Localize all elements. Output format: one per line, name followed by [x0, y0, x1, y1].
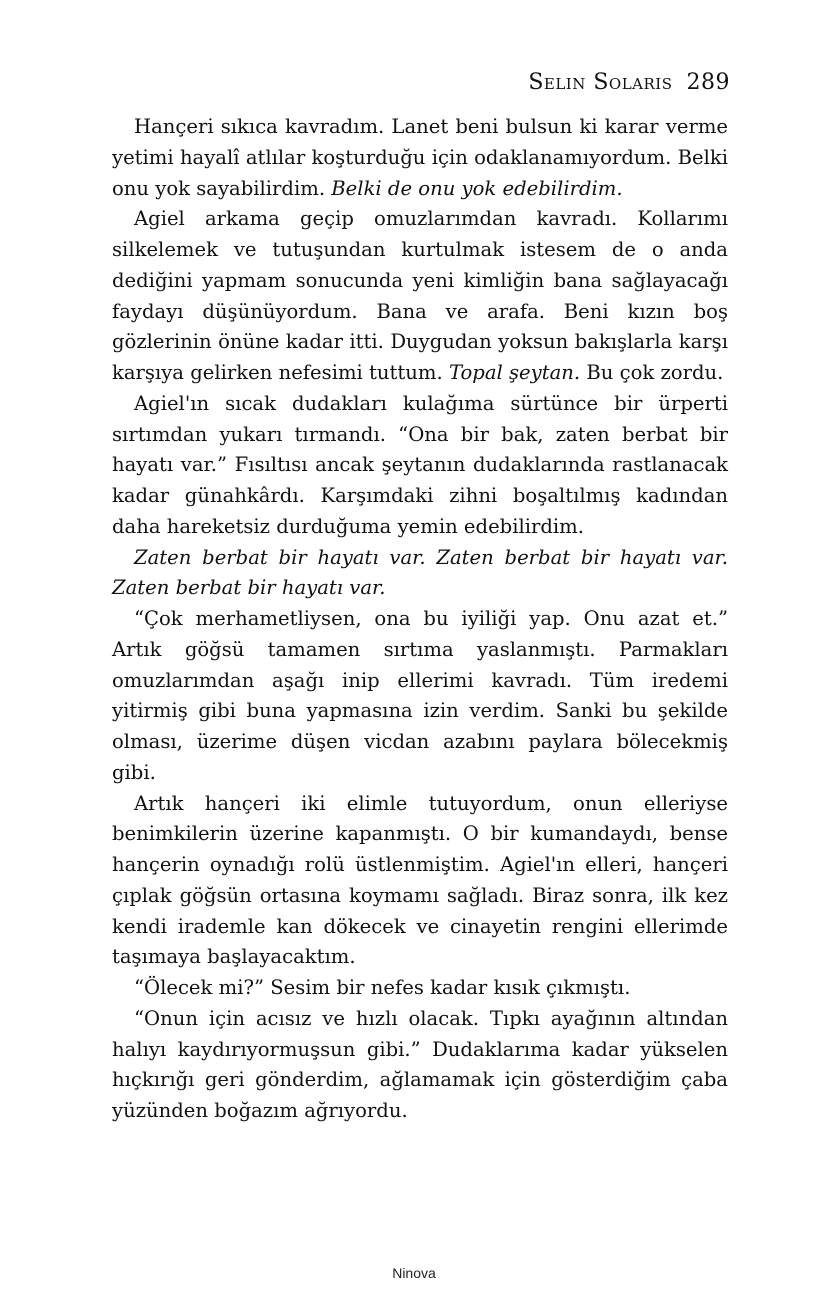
running-header [528, 70, 730, 95]
paragraph [112, 1004, 728, 1127]
paragraph [112, 973, 728, 1004]
paragraph [112, 389, 728, 543]
text-run: Artık hançeri iki elimle tutuyordum, onun elleriyse benimkilerin üzerine kapanmıştı. O bir kumandaydı, bense hançerin oynadığı rolü üstlenmiştim. Agiel'ın elleri, hançeri çıplak göğsün ortasına koymamı sağladı. Biraz sonra, ilk kez kendi irademle kan dökecek ve cinayetin rengini ellerimde taşımaya başlayacaktım. [112, 791, 728, 969]
text-run: Agiel arkama geçip omuzlarımdan kavradı. Kollarımı silkelemek ve tutuşundan kurtulmak istesem de o anda dediğini yapmam sonucunda yeni kimliğin bana sağlayacağı faydayı düşünüyordum. Bana ve arafa. Beni kızın boş gözlerinin önüne kadar itti. Duygudan yoksun bakışlarla karşı karşıya gelirken nefesimi tuttum. [112, 207, 728, 384]
paragraph [112, 543, 728, 605]
paragraph [112, 604, 728, 789]
italic-text-run: Belki de onu yok edebilirdim. [331, 176, 623, 200]
text-run: “Onun için acısız ve hızlı olacak. Tıpkı ayağının altından halıyı kaydırıyormuşsun gibi.” Dudaklarıma kadar yükselen hıçkırığı geri gönderdim, ağlamamak için gösterdiğim çaba yüzünden boğazım ağrıyordu. [112, 1006, 728, 1122]
paragraph [112, 112, 728, 204]
body-text [112, 112, 728, 1127]
header-author: Selin Solaris [528, 70, 673, 95]
text-run: Agiel'ın sıcak dudakları kulağıma sürtünce bir ürperti sırtımdan yukarı tırmandı. “Ona bir bak, zaten berbat bir hayatı var.” Fısıltısı ancak şeytanın dudaklarında rastlanacak kadar günahkârdı. Karşımdaki zihni boşaltılmış kadından daha hareketsiz durduğuma yemin edebilirdim. [112, 391, 728, 538]
paragraph [112, 789, 728, 974]
italic-text-run: Zaten berbat bir hayatı var. Zaten berbat bir hayatı var. Zaten berbat bir hayatı var. [112, 545, 728, 600]
text-run: Hançeri sıkıca kavradım. Lanet beni bulsun ki karar verme yetimi hayalî atlılar koşturduğu için odaklanamıyordum. Belki onu yok sayabilirdim. [112, 115, 728, 200]
paragraph [112, 204, 728, 389]
italic-text-run: Topal şeytan. [448, 361, 581, 384]
page-number: 289 [686, 70, 730, 95]
text-run: “Çok merhametliysen, ona bu iyiliği yap. Onu azat et.” Artık göğsü tamamen sırtıma yaslanmıştı. Parmakları omuzlarımdan aşağı inip ellerimi kavradı. Tüm iredemi yitirmiş gibi buna yapmasına izin verdim. Sanki bu şekilde olması, üzerime düşen vicdan azabını paylara bölecekmiş gibi. [112, 607, 728, 784]
text-run: Bu çok zordu. [580, 361, 724, 384]
publisher-footer: Ninova [392, 1265, 436, 1281]
text-run: “Ölecek mi?” Sesim bir nefes kadar kısık çıkmıştı. [134, 976, 631, 999]
